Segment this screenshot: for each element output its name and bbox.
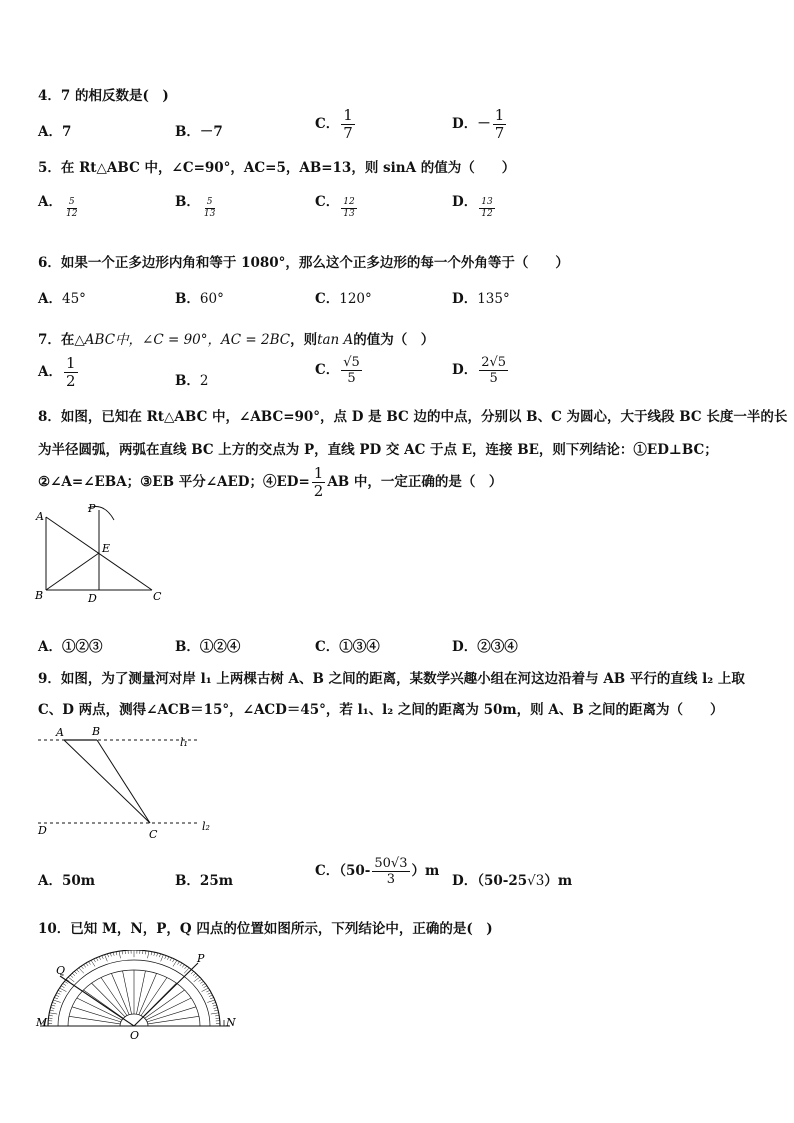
q6-option-b[interactable]: B．60° <box>175 291 224 307</box>
protractor-tick <box>49 1013 57 1014</box>
q9-option-b[interactable]: B．25m <box>175 873 233 889</box>
protractor-tick <box>202 988 209 992</box>
protractor-ray <box>139 973 157 1014</box>
protractor-tick <box>165 956 166 959</box>
protractor-tick <box>199 979 202 981</box>
q9-option-a[interactable]: A．50m <box>38 873 96 889</box>
q5-option-a[interactable]: A． $\frac{5}{12}$ <box>38 194 78 219</box>
q4-stem: 4．7 的相反数是( ) <box>38 88 169 104</box>
protractor-tick <box>94 959 96 962</box>
protractor-ray <box>123 971 132 1014</box>
protractor-ray <box>136 971 145 1014</box>
q8-line2: 为半径圆弧，两弧在直线 BC 上方的交点为 P，直线 PD 交 AC 于点 E，连接 BE，则下列结论：①ED⊥BC； <box>38 442 718 458</box>
protractor-tick <box>50 1010 54 1011</box>
protractor-tick <box>202 984 205 986</box>
q5-stem: 5．在 Rt△ABC 中，∠C=90°，AC=5，AB=13，则 sinA 的值为（ ） <box>38 160 516 176</box>
q8-option-d[interactable]: D．②③④ <box>452 639 518 655</box>
q6-option-d[interactable]: D．135° <box>452 291 510 307</box>
protractor-tick <box>70 975 73 977</box>
protractor-tick <box>74 971 77 974</box>
q10-label-p: P <box>197 952 205 965</box>
protractor-ray <box>111 973 129 1014</box>
q7-option-c[interactable]: C． $\frac{√5}{5}$ <box>315 355 360 386</box>
protractor-tick <box>96 958 98 961</box>
protractor-tick <box>154 952 155 955</box>
q4-option-b[interactable]: B．－7 <box>175 124 223 140</box>
protractor-tick <box>49 1015 53 1016</box>
protractor-tick <box>177 962 179 965</box>
protractor-tick <box>51 1008 55 1009</box>
protractor-tick <box>52 1003 56 1004</box>
q8-label-e: E <box>102 542 111 555</box>
protractor-tick <box>214 1008 218 1009</box>
protractor-tick <box>208 993 212 995</box>
protractor-ray <box>148 1016 199 1024</box>
protractor-tick <box>145 951 146 955</box>
q5-option-d[interactable]: D． $\frac{13}{12}$ <box>452 194 493 219</box>
q9-label-l1: l₁ <box>180 736 188 749</box>
q8-label-p: P <box>88 502 96 515</box>
protractor-tick <box>119 951 120 958</box>
protractor-tick <box>88 962 90 965</box>
protractor-tick <box>63 984 66 986</box>
q4-option-a[interactable]: A．7 <box>38 124 72 140</box>
q6-option-c[interactable]: C．120° <box>315 291 372 307</box>
protractor-tick <box>86 963 88 966</box>
q10-label-n: N <box>226 1016 236 1029</box>
protractor-tick <box>215 1015 219 1016</box>
q8-option-b[interactable]: B．①②④ <box>175 639 241 655</box>
protractor-tick <box>116 952 117 956</box>
protractor-tick <box>161 955 164 962</box>
protractor-tick <box>206 990 210 992</box>
protractor-tick <box>195 975 198 977</box>
protractor-tick <box>51 1005 55 1006</box>
protractor-tick <box>110 953 111 956</box>
protractor-tick <box>184 966 186 969</box>
q8-label-c: C <box>153 590 162 603</box>
q10-label-q: Q <box>56 964 66 977</box>
q9-label-b: B <box>92 725 101 738</box>
q7-stem: 7．在△ABC中，∠C = 90°，AC = 2BC，则tan A的值为（ ） <box>38 332 435 348</box>
q8-label-b: B <box>35 589 44 602</box>
q10-label-o: O <box>130 1029 140 1042</box>
protractor-tick <box>210 998 214 999</box>
protractor-tick <box>212 1003 216 1004</box>
q9-option-d[interactable]: D．（50-25√3）m <box>452 873 573 889</box>
protractor-tick <box>76 970 79 973</box>
q7-option-d[interactable]: D． $\frac{2√5}{5}$ <box>452 355 507 386</box>
protractor-tick <box>55 995 59 996</box>
protractor-tick <box>180 963 182 966</box>
q10-label-m: M <box>36 1016 48 1029</box>
protractor-tick <box>105 955 108 962</box>
q9-line1: 9．如图，为了测量河对岸 l₁ 上两棵古树 A、B 之间的距离，某数学兴趣小组在河这边沿着与 AB 平行的直线 l₂ 上取 <box>38 671 745 687</box>
protractor-tick <box>200 981 203 983</box>
q10-stem: 10．已知 M，N，P，Q 四点的位置如图所示，下列结论中，正确的是( ) <box>38 921 493 937</box>
q5-option-c[interactable]: C． $\frac{12}{13}$ <box>315 194 355 219</box>
protractor-tick <box>81 966 83 969</box>
protractor-tick <box>182 965 184 968</box>
q8-figure <box>32 498 172 610</box>
protractor-tick <box>172 959 174 962</box>
protractor-tick <box>83 965 85 968</box>
protractor-tick <box>159 954 160 957</box>
protractor-tick <box>61 986 64 988</box>
q9-option-c[interactable]: C．（50- $\frac{50√3}{3}$ ）m <box>315 856 440 887</box>
q8-line3: ②∠A=∠EBA；③EB 平分∠AED；④ED= $\frac{1}{2}$ AB 中，一定正确的是（ ） <box>38 464 503 500</box>
protractor-ray <box>69 1016 120 1024</box>
q6-option-a[interactable]: A．45° <box>38 291 86 307</box>
protractor-tick <box>157 953 158 956</box>
protractor-tick <box>53 1000 61 1002</box>
q4-option-d[interactable]: D．－ $\frac{1}{7}$ <box>452 106 505 142</box>
q9-label-d: D <box>38 824 47 837</box>
protractor-tick <box>57 993 61 995</box>
protractor-tick <box>209 995 213 996</box>
protractor-tick <box>207 1000 215 1002</box>
protractor-figure <box>34 950 244 1042</box>
protractor-tick <box>167 957 169 960</box>
protractor-tick <box>54 998 58 999</box>
protractor-tick <box>122 951 123 955</box>
protractor-ray <box>147 1007 196 1022</box>
q4-option-c[interactable]: C． $\frac{1}{7}$ <box>315 106 353 142</box>
protractor-tick <box>60 988 67 992</box>
q7-option-b[interactable]: B．2 <box>175 373 209 389</box>
q8-label-a: A <box>36 510 44 523</box>
q6-stem: 6．如果一个正多边形内角和等于 1080°，那么这个正多边形的每一个外角等于（ ） <box>38 255 569 271</box>
protractor-tick <box>173 960 177 966</box>
q8-line1: 8．如图，已知在 Rt△ABC 中，∠ABC=90°，点 D 是 BC 边的中点，分别以 B、C 为圆心，大于线段 BC 长度一半的长 <box>38 409 788 425</box>
protractor-tick <box>113 952 114 955</box>
protractor-tick <box>151 952 152 956</box>
protractor-tick <box>191 971 194 974</box>
q9-figure <box>32 722 222 842</box>
q9-line2: C、D 两点，测得∠ACB＝15°，∠ACD＝45°，若 l₁、l₂ 之间的距离为 50m，则 A、B 之间的距离为（ ） <box>38 702 724 718</box>
protractor-tick <box>72 973 75 976</box>
protractor-tick <box>204 986 207 988</box>
q7-option-a[interactable]: A． $\frac{1}{2}$ <box>38 354 76 390</box>
q8-option-c[interactable]: C．①③④ <box>315 639 380 655</box>
protractor-tick <box>99 957 101 960</box>
q5-option-b[interactable]: B． $\frac{5}{13}$ <box>175 194 216 219</box>
protractor-tick <box>91 960 95 966</box>
q9-label-c: C <box>149 828 158 841</box>
protractor-ray <box>72 1007 121 1022</box>
protractor-tick <box>102 956 103 959</box>
protractor-tick <box>170 958 172 961</box>
protractor-tick <box>214 1010 218 1011</box>
protractor-tick <box>193 973 196 976</box>
protractor-tick <box>64 981 67 983</box>
protractor-tick <box>213 1005 217 1006</box>
protractor-tick <box>107 954 108 957</box>
q9-label-l2: l₂ <box>202 820 210 833</box>
q9-label-a: A <box>56 726 64 739</box>
protractor-tick <box>58 990 62 992</box>
q8-option-a[interactable]: A．①②③ <box>38 639 103 655</box>
q8-label-d: D <box>88 592 97 605</box>
protractor-tick <box>211 1013 219 1014</box>
protractor-tick <box>148 951 149 958</box>
